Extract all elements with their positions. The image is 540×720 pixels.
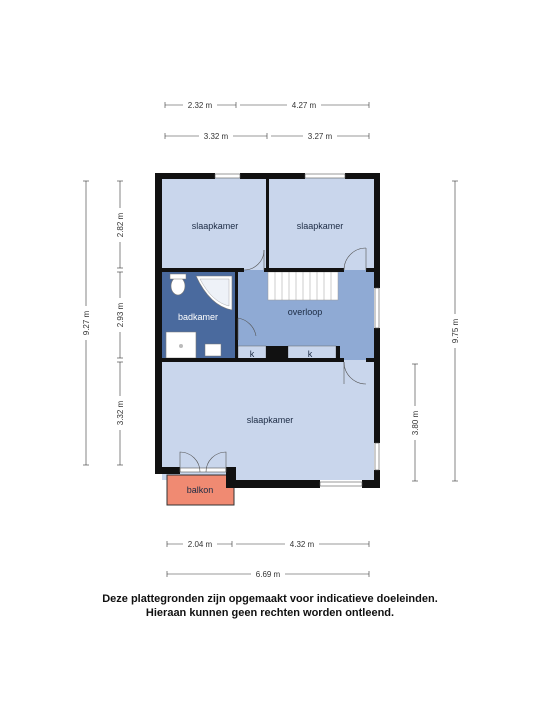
disclaimer-line-2: Hieraan kunnen geen rechten worden ontleend. xyxy=(145,607,395,619)
dim-top-row2-right: 3.27 m xyxy=(307,132,333,141)
label-slaapkamer-top-right: slaapkamer xyxy=(296,221,344,231)
label-kast-left: k xyxy=(249,349,255,359)
dim-left-outer: 9.27 m xyxy=(82,310,91,336)
staircase xyxy=(268,272,338,300)
dim-bottom-total: 6.69 m xyxy=(255,570,281,579)
dim-right-outer: 9.75 m xyxy=(451,318,460,344)
dim-top-row1-left: 2.32 m xyxy=(187,101,213,110)
label-badkamer: badkamer xyxy=(177,312,219,322)
dim-right-inner: 3.80 m xyxy=(411,410,420,436)
dim-bottom-row1-left: 2.04 m xyxy=(187,540,213,549)
dim-top-row1-right: 4.27 m xyxy=(291,101,317,110)
label-overloop: overloop xyxy=(287,307,323,317)
dim-left-inner-mid: 2.93 m xyxy=(116,302,125,328)
disclaimer xyxy=(0,592,540,620)
dim-bottom-row1-right: 4.32 m xyxy=(289,540,315,549)
label-kast-right: k xyxy=(307,349,313,359)
label-balkon: balkon xyxy=(186,485,214,495)
dim-left-inner-top: 2.82 m xyxy=(116,212,125,238)
dim-top-row2-left: 3.32 m xyxy=(203,132,229,141)
disclaimer-line-1: Deze plattegronden zijn opgemaakt voor indicatieve doeleinden. xyxy=(102,593,438,605)
label-slaapkamer-top-left: slaapkamer xyxy=(191,221,239,231)
dim-left-inner-bottom: 3.32 m xyxy=(116,400,125,426)
label-slaapkamer-bottom: slaapkamer xyxy=(246,415,294,425)
